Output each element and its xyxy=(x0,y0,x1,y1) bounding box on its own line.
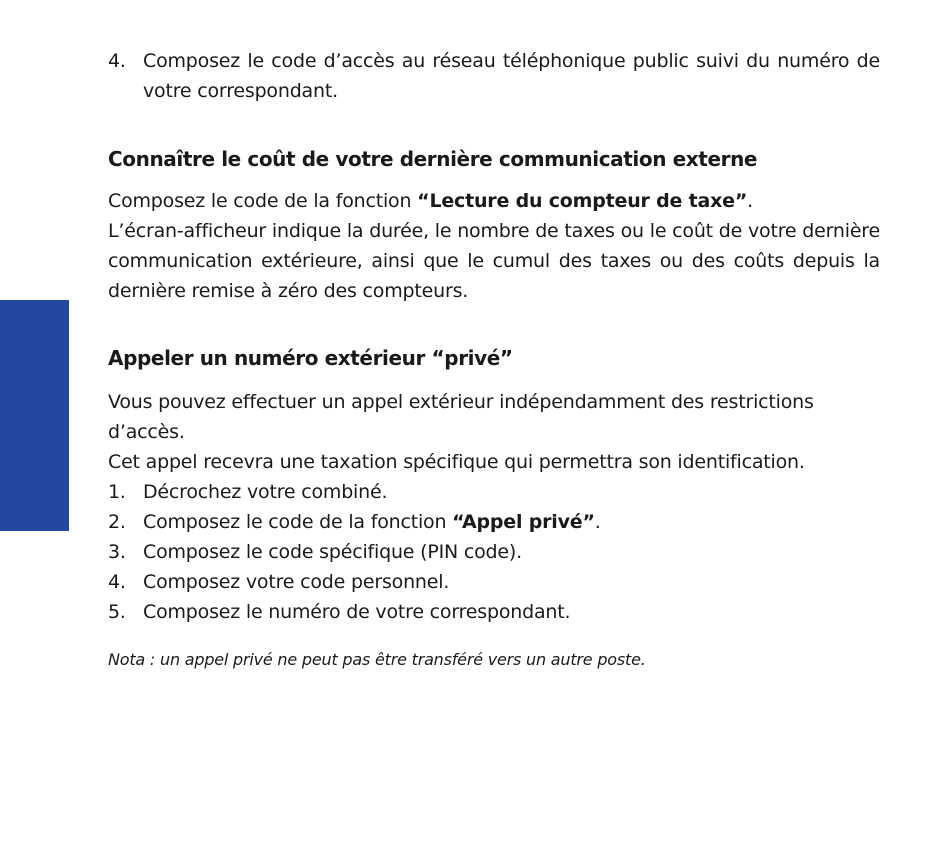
private-intro-line-2: Cet appel recevra une taxation spécifique qui permettra son identification. xyxy=(108,451,805,473)
list-item xyxy=(108,567,880,597)
step-number: 1. xyxy=(108,481,126,503)
step-text: Composez le numéro de votre correspondant. xyxy=(143,601,571,623)
section-heading-private-call: Appeler un numéro extérieur “privé” xyxy=(108,346,513,370)
cost-paragraph: L’écran-afficheur indique la durée, le nombre de taxes ou le coût de votre dernière communication extérieure, ainsi que le cumul des taxes ou des coûts depuis la dernière remise à zéro des compteurs. xyxy=(108,220,880,302)
nota-note: Nota : un appel privé ne peut pas être transféré vers un autre poste. xyxy=(108,650,646,669)
function-name-taxe: “Lecture du compteur de taxe” xyxy=(417,190,748,212)
document-page xyxy=(108,46,880,675)
step-text: Décrochez votre combiné. xyxy=(143,481,388,503)
step-number: 2. xyxy=(108,511,126,533)
step-text: Composez votre code personnel. xyxy=(143,571,450,593)
step-text: Composez le code spécifique (PIN code). xyxy=(143,541,522,563)
chapter-side-tab xyxy=(0,300,69,531)
list-item xyxy=(108,597,880,627)
step-text-prefix: Composez le code de la fonction xyxy=(143,511,453,533)
list-item xyxy=(108,507,880,537)
cost-instruction xyxy=(108,186,880,216)
function-name-appel-prive: “Appel privé” xyxy=(452,511,595,533)
section-heading-cost: Connaître le coût de votre dernière communication externe xyxy=(108,147,758,171)
step-text xyxy=(143,507,880,537)
step-number: 4. xyxy=(108,50,126,72)
list-item xyxy=(108,477,880,507)
private-intro-line-1: Vous pouvez effectuer un appel extérieur indépendamment des restrictions d’accès. xyxy=(108,391,814,443)
step-number: 3. xyxy=(108,541,126,563)
intro-step xyxy=(108,46,880,106)
cost-instruction-prefix: Composez le code de la fonction xyxy=(108,190,418,212)
step-number: 5. xyxy=(108,601,126,623)
step-text: Composez le code d’accès au réseau téléphonique public suivi du numéro de votre correspondant. xyxy=(143,50,880,102)
step-text-suffix: . xyxy=(594,511,601,533)
list-item xyxy=(108,537,880,567)
step-number: 4. xyxy=(108,571,126,593)
cost-instruction-suffix: . xyxy=(747,190,753,212)
